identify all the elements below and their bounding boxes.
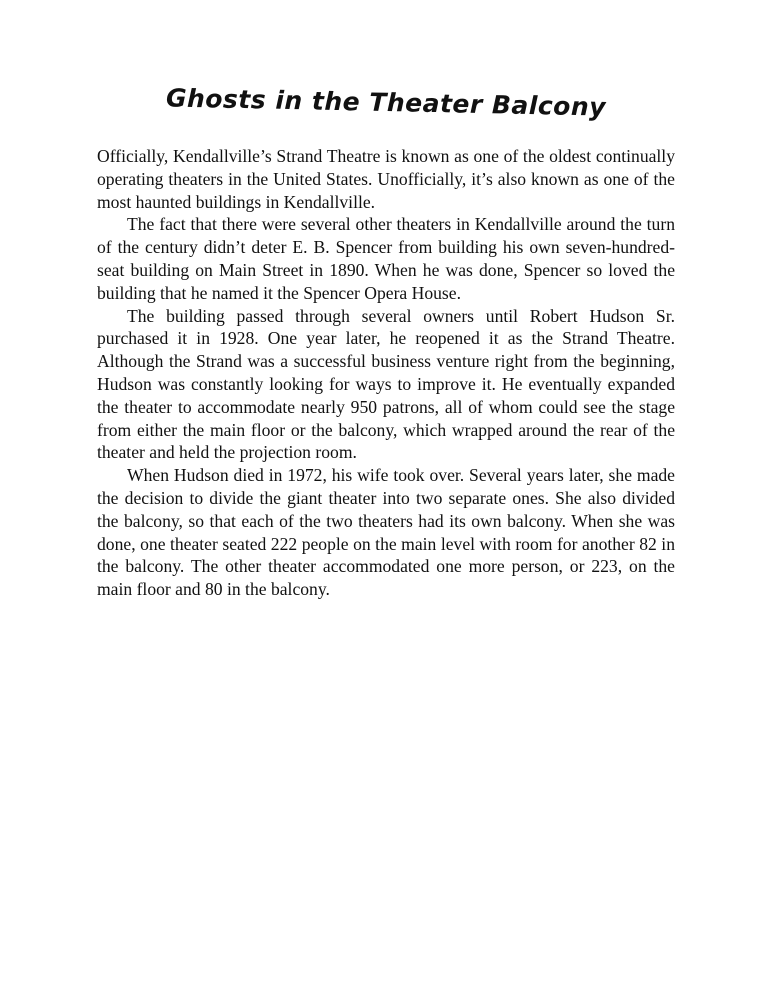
paragraph-1: Officially, Kendallville’s Strand Theatre is known as one of the oldest continually operating theaters in the United States. Unofficially, it’s also known as one of the most haunted buildings in Kendallville. xyxy=(97,146,675,212)
page-title: Ghosts in the Theater Balcony xyxy=(165,83,607,122)
body-text xyxy=(97,145,675,601)
paragraph-2: The fact that there were several other theaters in Kendallville around the turn of the century didn’t deter E. B. Spencer from building his own seven-hundred-seat building on Main Street in 1890. When he was done, Spencer so loved the building that he named it the Spencer Opera House. xyxy=(97,214,675,303)
paragraph-4: When Hudson died in 1972, his wife took over. Several years later, she made the decision to divide the giant theater into two separate ones. She also divided the balcony, so that each of the two theaters had its own balcony. When she was done, one theater seated 222 people on the main level with room for another 82 in the balcony. The other theater accommodated one more person, or 223, on the main floor and 80 in the balcony. xyxy=(97,465,675,600)
paragraph-3: The building passed through several owners until Robert Hudson Sr. purchased it in 1928. One year later, he reopened it as the Strand Theatre. Although the Strand was a successful business venture right from the beginning, Hudson was constantly looking for ways to improve it. He eventually expanded the theater to accommodate nearly 950 patrons, all of whom could see the stage from either the main floor or the balcony, which wrapped around the rear of the theater and held the projection room. xyxy=(97,305,675,463)
